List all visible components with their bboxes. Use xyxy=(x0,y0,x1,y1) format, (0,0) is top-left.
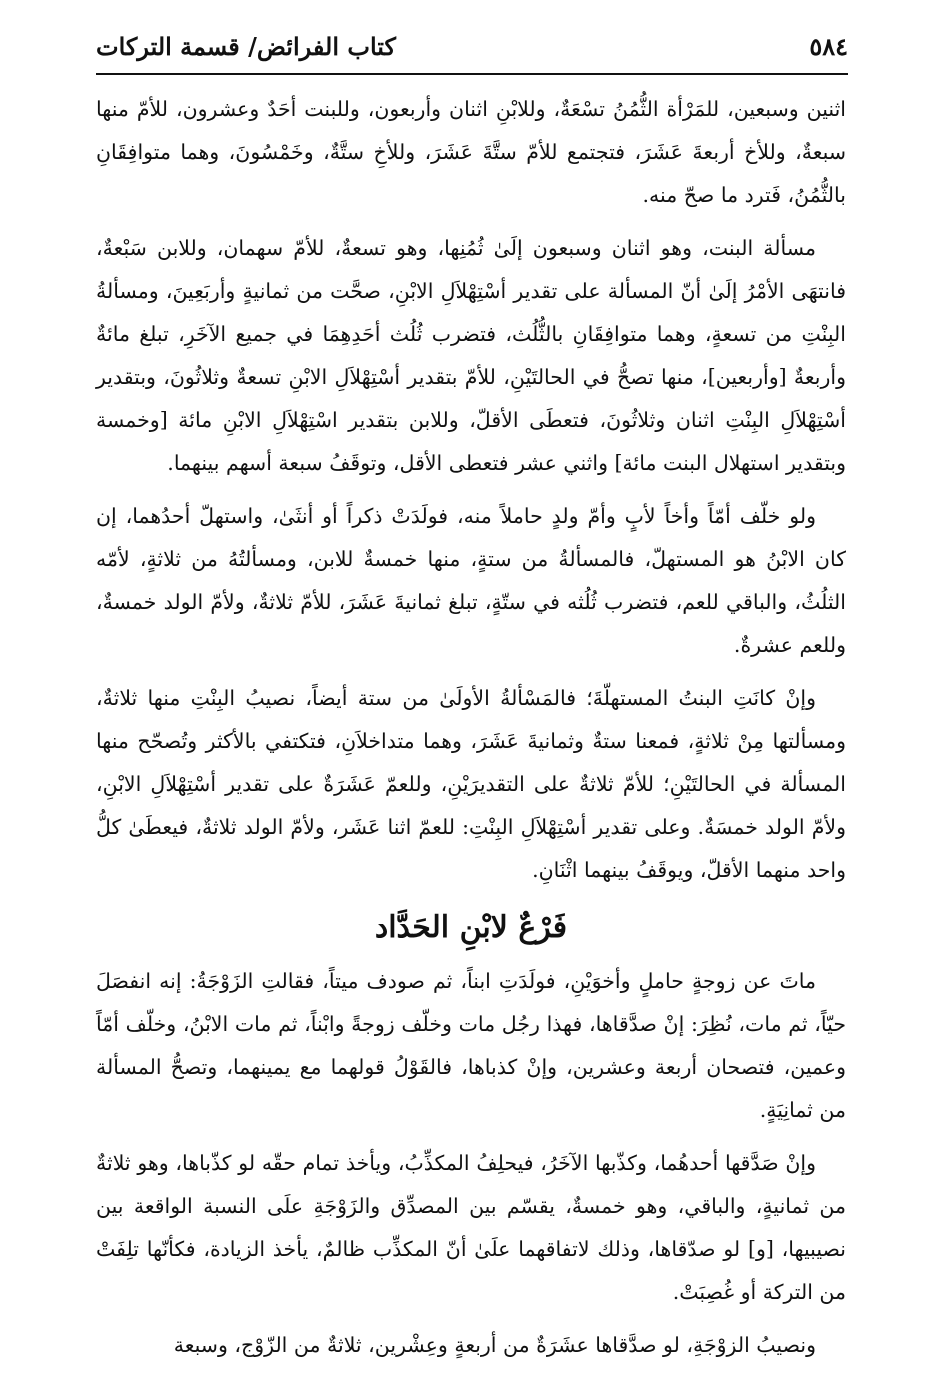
paragraph: وإنْ كانَتِ البنتُ المستهلّةَ؛ فالمَسْألةُ الأولَىٰ من ستة أيضاً، نصيبُ البِنْتِ منها ثلاثةٌ، ومسألتها مِنْ ثلاثةٍ، فمعنا ستةٌ وثمانيةَ عَشَرَ، وهما متداخلاَنِ، فتكتفي بالأكثر وتُصحّح منها المسألة في الحالتَيْنِ؛ للأمّ ثلاثةٌ على التقديرَيْنِ، وللعمّ عَشَرَةٌ على تقدير أسْتِهْلاَلِ الابْنِ، ولأمّ الولد خمسَةٌ. وعلى تقدير أسْتِهْلاَلِ البِنْتِ: للعمّ اثنا عَشَر، ولأمّ الولد ثلاثةٌ، فيعطَىٰ كلُّ واحد منهما الأقلّ، ويوقَفُ بينهما اثْنَانِ. xyxy=(96,686,846,882)
paragraph: وإنْ صَدَّقها أحدهُما، وكذّبها الآخَرُ، فيحلِفُ المكذِّبُ، ويأخذ تمام حقّه لو كذّباها، وهو ثلاثةٌ من ثمانيةٍ، والباقي، وهو خمسةٌ، يقسّم بين المصدِّق والزَوْجَةِ علَى النسبة الواقعة بين نصيبيها، [و] لو صدّقاها، وذلك لاتفاقهما علَىٰ أنّ المكذِّب ظالمٌ، يأخذ الزيادة، فكأنّها تلِفَتْ من التركة أو غُصِبَتْ. xyxy=(96,1151,846,1304)
header-divider xyxy=(96,73,848,75)
paragraph: ماتَ عن زوجةٍ حاملٍ وأخوَيْنِ، فولَدَتِ ابناً، ثم صودف ميتاً، فقالتِ الزَوْجَةُ: إنه انفصَلَ حيّاً، ثم مات، نُظِرَ: إنْ صدَّقاها، فهذا رجُل مات وخلّف زوجةً وابْناً، ثم مات الابْنُ، وخلّف أمّاً وعمين، فتصحان أربعة وعشرين، وإنْ كذباها، فالقَوْلُ قولهما مع يمينهما، وتصحُّ المسألة من ثمانِيَةٍ. xyxy=(96,969,846,1122)
paragraph: ونصيبُ الزوْجَةِ، لو صدَّقاها عشَرَةٌ من أربعةٍ وعِشْرين، ثلاثةٌ من الزّوْج، وسبعة xyxy=(173,1333,816,1357)
paragraph: مسألة البنت، وهو اثنان وسبعون إلَىٰ ثُمُنِها، وهو تسعةٌ، للأمّ سهمان، وللابن سَبْعةٌ، فانتهَى الأمْرُ إلَىٰ أنّ المسألة على تقدير أسْتِهْلاَلِ الابْنِ، صحَّت من ثمانيةٍ وأربَعِينَ، ومسألةُ البِنْتِ من تسعةٍ، وهما متوافِقَانِ بالثُّلُث، فتضرب ثُلُث أحَدِهِمَا في جميع الآخَرِ، تبلغ مائةٌ وأربعةٌ [وأربعين]، منها تصحُّ في الحالتَيْنِ، للأمّ بتقدير أسْتِهْلاَلِ الابْنِ تسعةٌ وثلاثُونَ، وبتقدير أسْتِهْلاَلِ البِنْتِ اثنان وثلاثُونَ، فتعطَى الأقلّ، وللابن بتقدير اسْتِهْلاَلِ الابْنِ مائة [وخمسة وبتقدير استهلال البنت مائة] واثني عشر فتعطى الأقل، وتوقَفُ سبعة أسهم بينهما. xyxy=(96,236,846,475)
page-number: ٥٨٤ xyxy=(809,31,848,61)
paragraph: اثنين وسبعين، للمَرْأة الثُّمُنُ تسْعَةٌ، وللابْنِ اثنان وأربعون، وللبنت أحَدٌ وعشرون، للأمّ منها سبعةٌ، وللأخ أربعةَ عَشَرَ، فتجتمع للأمّ ستَّةَ عَشَرَ، وللأخِ ستَّةٌ، وخَمْسُونَ، وهما متوافِقَانِ بالثُّمُنُ، فَترد ما صحّ منه. xyxy=(96,97,846,207)
main-text xyxy=(96,88,846,1377)
paragraph: ولو خلّف أمّاً وأخاً لأبٍ وأمّ ولدٍ حاملاً منه، فولَدَتْ ذكراً أو أنثَىٰ، واستهلّ أحدُهما، إن كان الابْنُ هو المستهلّ، فالمسألةُ من ستةٍ، منها خمسةٌ للابن، ومسألتُهُ من ثلاثةٍ، لأمّه الثلُثُ، والباقي للعم، فتضرب ثُلُثه في ستّةٍ، تبلغ ثمانيةَ عَشَرَ، للأمّ ثلاثةٌ، ولأمّ الولد خمسةٌ، وللعم عشرةٌ. xyxy=(96,504,846,657)
section-heading: فَرْعٌ لابْنِ الحَدَّاد xyxy=(374,910,568,945)
running-header xyxy=(96,22,848,70)
running-title: كتاب الفرائض/ قسمة التركات xyxy=(96,31,396,61)
